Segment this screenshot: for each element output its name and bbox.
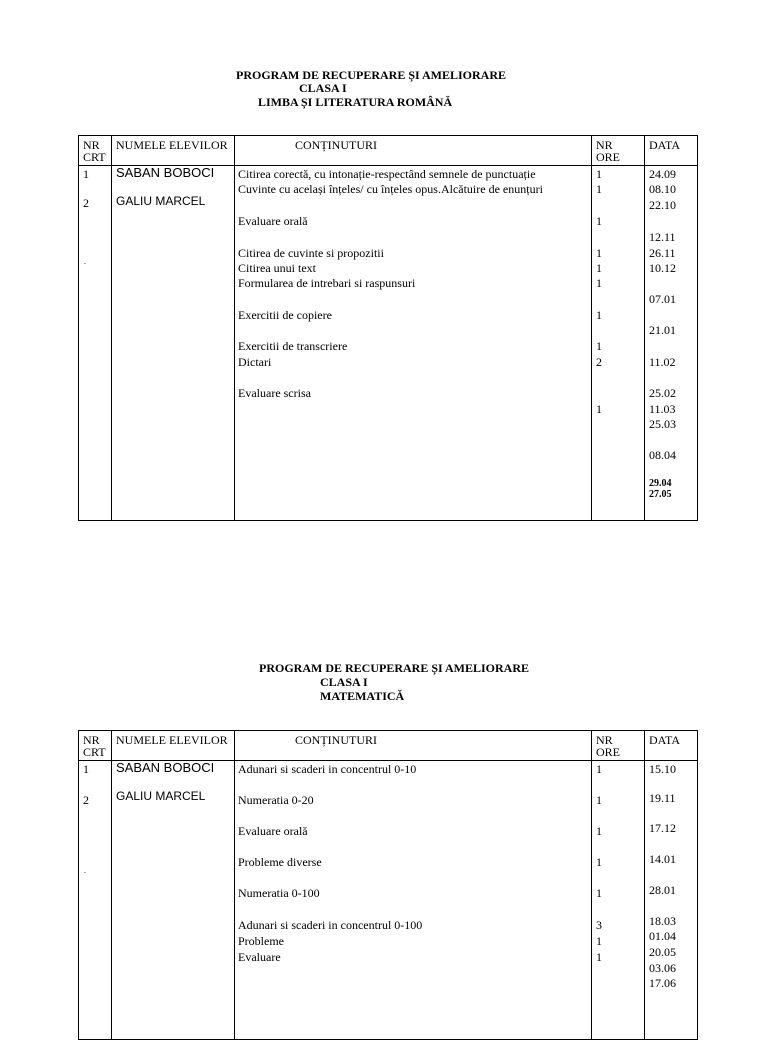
doc2-ore-value: 1 bbox=[596, 793, 602, 807]
doc1-content-row: Citirea de cuvinte si propozitii bbox=[238, 246, 384, 260]
doc2-student-1: SABAN BOBOCI bbox=[116, 760, 215, 775]
doc1-ore-value: 1 bbox=[596, 276, 602, 290]
doc1-content-row: Evaluare scrisa bbox=[238, 386, 311, 400]
doc1-content-row: Formularea de intrebari si raspunsuri bbox=[238, 276, 416, 290]
doc1-date: 21.01 bbox=[649, 323, 676, 337]
doc2-date: 03.06 bbox=[649, 961, 676, 975]
doc2-date: 14.01 bbox=[649, 852, 676, 866]
doc2-date: 01.04 bbox=[649, 929, 676, 943]
doc2-date: 28.01 bbox=[649, 883, 676, 897]
doc2-content-row: Adunari si scaderi in concentrul 0-10 bbox=[238, 762, 417, 776]
doc2-title-line-3: MATEMATICĂ bbox=[320, 689, 405, 703]
doc1-header-continuturi: CONȚINUTURI bbox=[295, 138, 377, 152]
doc2-date: 18.03 bbox=[649, 914, 676, 928]
doc1-ore-value: 1 bbox=[596, 182, 602, 196]
doc1-title-line-2: CLASA I bbox=[299, 81, 347, 95]
doc1-nr-2: 2 bbox=[83, 196, 89, 210]
doc1-header-data: DATA bbox=[649, 138, 681, 152]
doc1-student-2: GALIU MARCEL bbox=[116, 194, 206, 208]
doc2-content-row: Probleme bbox=[238, 934, 284, 948]
doc2-ore-value: 1 bbox=[596, 886, 602, 900]
doc2-content-row: Evaluare orală bbox=[238, 824, 308, 838]
doc2-nr-2: 2 bbox=[83, 793, 89, 807]
doc1-header-numele: NUMELE ELEVILOR bbox=[116, 138, 228, 152]
doc2-content-row: Numeratia 0-20 bbox=[238, 793, 314, 807]
doc1-date-bold: 29.04 bbox=[649, 478, 672, 489]
doc2-date: 15.10 bbox=[649, 762, 676, 776]
doc2-content-row: Probleme diverse bbox=[238, 855, 322, 869]
doc2-date: 17.06 bbox=[649, 976, 676, 990]
doc1-content-row: Citirea unui text bbox=[238, 261, 316, 275]
doc2-ore-value: 1 bbox=[596, 950, 602, 964]
doc1-ore-value: 1 bbox=[596, 308, 602, 322]
doc2-ore-value: 3 bbox=[596, 918, 602, 932]
doc2-title-line-1: PROGRAM DE RECUPERARE ȘI AMELIORARE bbox=[259, 661, 530, 675]
doc1-date: 11.02 bbox=[649, 355, 676, 369]
doc2-header-nr-ore-2: ORE bbox=[596, 745, 620, 759]
doc2-date: 19.11 bbox=[649, 791, 676, 805]
doc1-header-nr-ore-1: NR bbox=[596, 138, 613, 152]
doc1-ore-value: 1 bbox=[596, 339, 602, 353]
doc2-ore-value: 1 bbox=[596, 824, 602, 838]
doc1-date-bold: 27.05 bbox=[649, 489, 672, 500]
doc2-date: 20.05 bbox=[649, 945, 676, 959]
doc1-student-1: SABAN BOBOCI bbox=[116, 165, 215, 180]
doc1-date: 10.12 bbox=[649, 261, 676, 275]
doc2-date: 17.12 bbox=[649, 821, 676, 835]
doc2-title-line-2: CLASA I bbox=[320, 675, 368, 689]
doc1-date: 25.03 bbox=[649, 417, 676, 431]
doc2-header-numele: NUMELE ELEVILOR bbox=[116, 733, 228, 747]
doc1-ore-value: 2 bbox=[596, 355, 602, 369]
doc2-content-row: Numeratia 0-100 bbox=[238, 886, 320, 900]
doc2-nr-1: 1 bbox=[83, 762, 89, 776]
doc1-date: 11.03 bbox=[649, 402, 676, 416]
doc1-date: 08.04 bbox=[649, 448, 676, 462]
doc2-ore-value: 1 bbox=[596, 855, 602, 869]
doc1-table bbox=[78, 135, 698, 521]
doc1-header-nr: NR bbox=[83, 138, 100, 152]
doc2-content-row: Adunari si scaderi in concentrul 0-100 bbox=[238, 918, 423, 932]
doc1-header-nr-ore-2: ORE bbox=[596, 150, 620, 164]
doc2-header-data: DATA bbox=[649, 733, 681, 747]
doc2-content-row: Evaluare bbox=[238, 950, 281, 964]
doc1-content-row: Dictari bbox=[238, 355, 272, 369]
doc1-marker: . bbox=[84, 257, 86, 266]
doc1-ore-value: 1 bbox=[596, 246, 602, 260]
doc1-ore-value: 1 bbox=[596, 167, 602, 181]
doc1-ore-value: 1 bbox=[596, 214, 602, 228]
doc2-header-continuturi: CONȚINUTURI bbox=[295, 733, 377, 747]
doc1-date: 07.01 bbox=[649, 292, 676, 306]
doc1-nr-1: 1 bbox=[83, 167, 89, 181]
doc1-content-row: Exercitii de transcriere bbox=[238, 339, 348, 353]
doc1-ore-value: 1 bbox=[596, 402, 602, 416]
doc1-ore-value: 1 bbox=[596, 261, 602, 275]
doc1-content-row: Exercitii de copiere bbox=[238, 308, 332, 322]
doc1-content-row: Evaluare orală bbox=[238, 214, 308, 228]
doc2-header-crt: CRT bbox=[83, 745, 106, 759]
doc1-date: 08.10 bbox=[649, 182, 676, 196]
doc2-header-nr-ore-1: NR bbox=[596, 733, 613, 747]
doc1-date: 24.09 bbox=[649, 167, 676, 181]
doc2-student-2: GALIU MARCEL bbox=[116, 789, 206, 803]
doc2-header-nr: NR bbox=[83, 733, 100, 747]
doc2-marker: . bbox=[84, 866, 86, 875]
doc1-date: 22.10 bbox=[649, 198, 676, 212]
doc1-title-line-3: LIMBA ȘI LITERATURA ROMÂNĂ bbox=[258, 95, 453, 109]
doc2-table bbox=[78, 730, 698, 1040]
doc1-date: 26.11 bbox=[649, 246, 676, 260]
doc1-title-line-1: PROGRAM DE RECUPERARE ȘI AMELIORARE bbox=[236, 68, 507, 82]
doc1-content-row: Cuvinte cu același înțeles/ cu înțeles opus.Alcătuire de enunțuri bbox=[238, 182, 543, 196]
doc1-date: 25.02 bbox=[649, 386, 676, 400]
doc2-ore-value: 1 bbox=[596, 934, 602, 948]
doc2-ore-value: 1 bbox=[596, 762, 602, 776]
doc1-content-row: Citirea corectă, cu intonație-respectând semnele de punctuație bbox=[238, 167, 536, 181]
doc1-header-crt: CRT bbox=[83, 150, 106, 164]
doc1-date: 12.11 bbox=[649, 230, 676, 244]
